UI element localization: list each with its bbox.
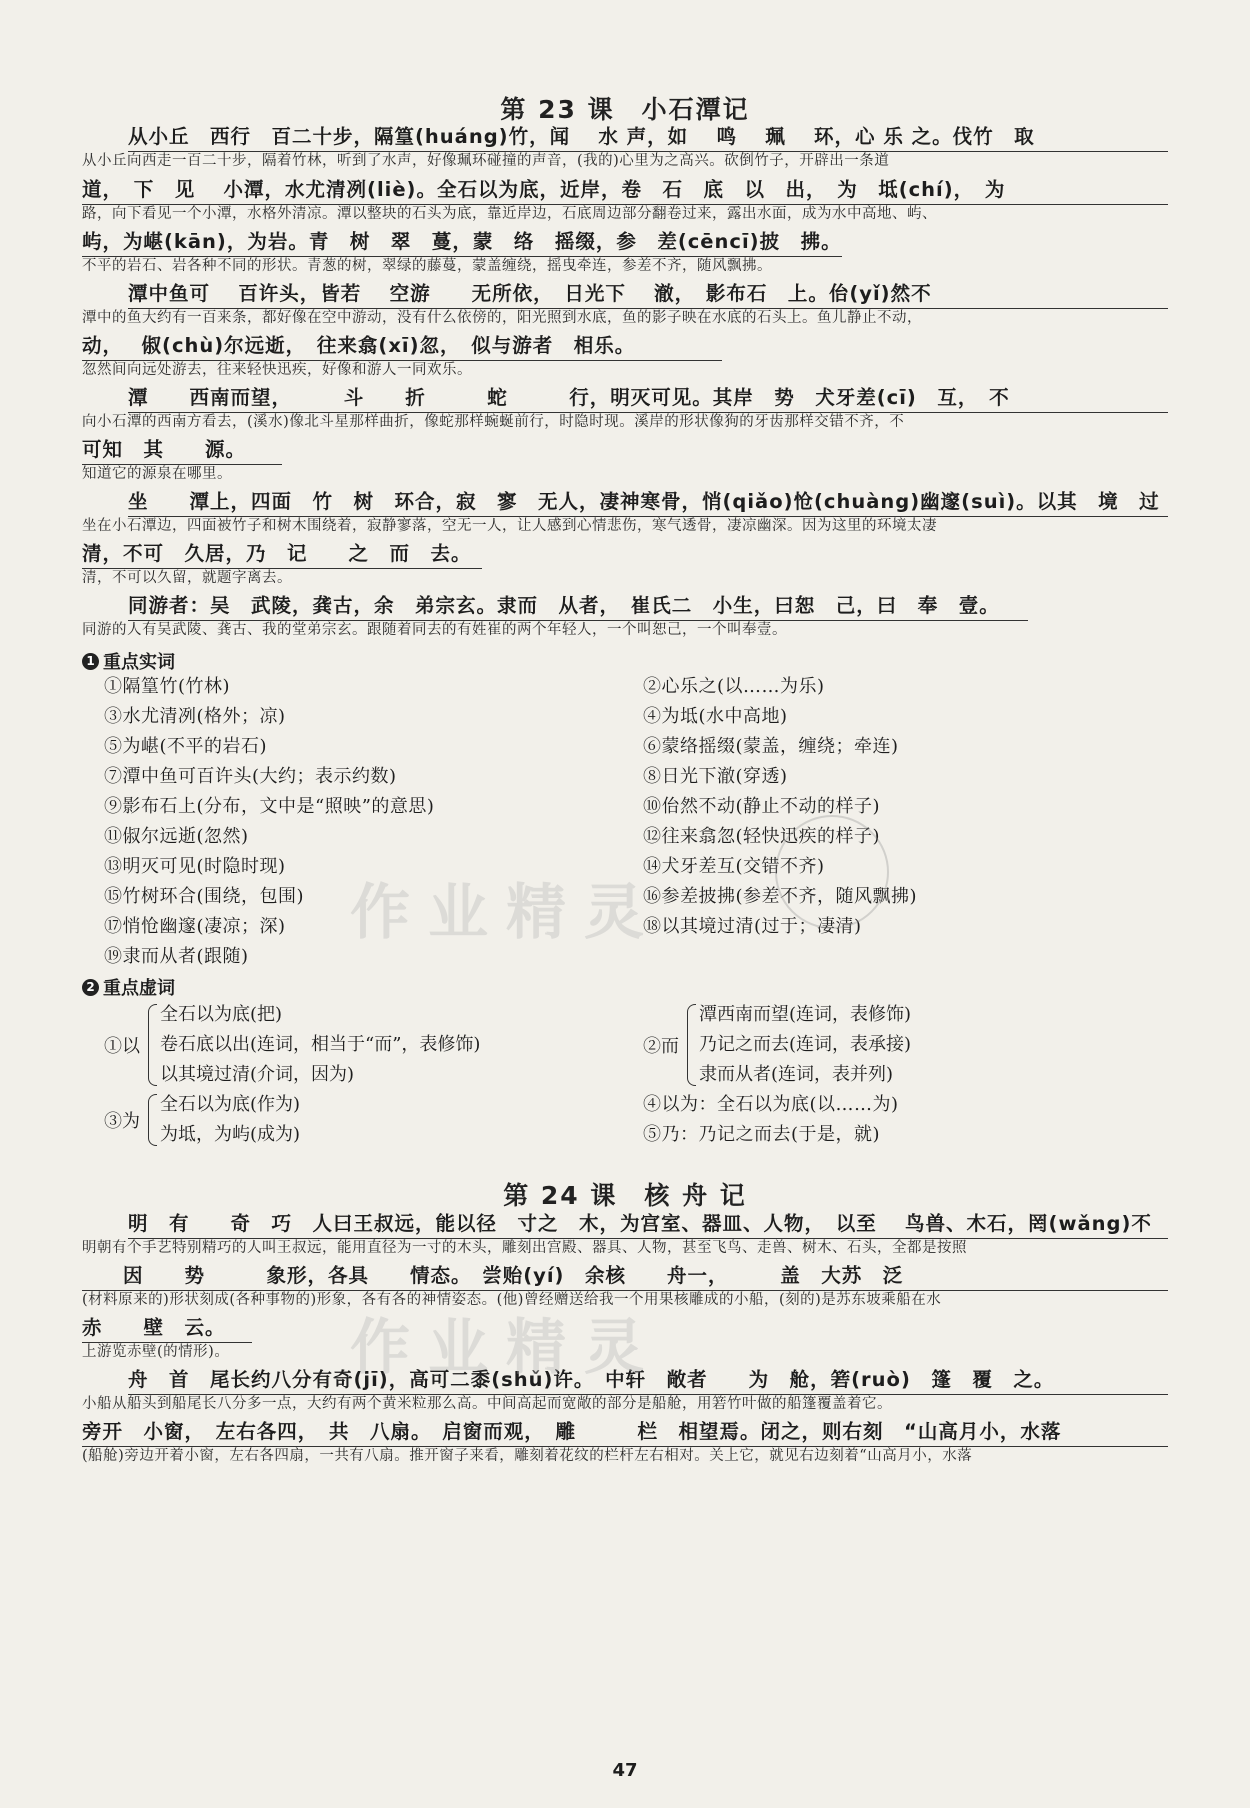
stamp-seal	[775, 815, 889, 929]
function-word-er-group	[643, 1000, 1023, 1090]
content-word-item: ②心乐之(以……为乐)	[643, 676, 825, 697]
original-line: 从小丘 西行 百二十步，隔篁(huáng)竹，闻 水 声，如 鸣 珮 环，心 乐 之。伐竹 取	[128, 125, 1168, 152]
brace-mark	[148, 1004, 157, 1086]
translation-line: 潭中的鱼大约有一百来条，都好像在空中游动，没有什么依傍的，阳光照到水底，鱼的影子映在水底的石头上。鱼儿静止不动，	[82, 310, 922, 326]
content-word-item: ⑦潭中鱼可百许头(大约；表示约数)	[104, 766, 397, 787]
brace-mark	[687, 1004, 696, 1086]
function-word-example: 以其境过清(介词，因为)	[160, 1064, 355, 1085]
content-word-item: ⑮竹树环合(围绕，包围)	[104, 886, 305, 907]
original-line: 因 势 象形，各具 情态。 尝贻(yí) 余核 舟一， 盖 大苏 泛	[82, 1264, 1168, 1291]
original-line: 动， 俶(chù)尔远逝， 往来翕(xī)忽， 似与游者 相乐。	[82, 334, 722, 361]
function-word-example: 全石以为底(作为)	[160, 1094, 301, 1115]
content-word-item: ⑬明灭可见(时隐时现)	[104, 856, 286, 877]
content-word-item: ⑰悄怆幽邃(凄凉；深)	[104, 916, 286, 937]
function-word-example: 全石以为底(把)	[160, 1004, 283, 1025]
original-line: 可知 其 源。	[82, 438, 282, 465]
original-line: 潭中鱼可 百许头，皆若 空游 无所依， 日光下 澈， 影布石 上。佁(yǐ)然不	[128, 282, 1168, 309]
translation-line: 路，向下看见一个小潭，水格外清凉。潭以整块的石头为底，靠近岸边，石底周边部分翻卷过来，露出水面，成为水中高地、屿、	[82, 206, 937, 222]
translation-line: 坐在小石潭边，四面被竹子和树木围绕着，寂静寥落，空无一人，让人感到心情悲伤，寒气透骨，凄凉幽深。因为这里的环境太凄	[82, 518, 937, 534]
key-function-words-heading	[82, 974, 175, 1000]
original-line: 屿，为嵁(kān)，为岩。青 树 翠 蔓，蒙 络 摇缀，参 差(cēncī)披 拂。	[82, 230, 842, 257]
original-line: 同游者：吴 武陵，龚古，余 弟宗玄。隶而 从者， 崔氏二 小生，曰恕 己，曰 奉 壹。	[128, 594, 1028, 621]
content-word-item: ⑭犬牙差互(交错不齐)	[643, 856, 825, 877]
content-word-item: ⑲隶而从者(跟随)	[104, 946, 249, 967]
watermark: 作业精灵	[350, 1313, 662, 1383]
content-word-item: ①隔篁竹(竹林)	[104, 676, 231, 697]
function-word-wei-group	[104, 1090, 404, 1150]
translation-line: 小船从船头到船尾长八分多一点，大约有两个黄米粒那么高。中间高起而宽敞的部分是船舱，用箬竹叶做的船篷覆盖着它。	[82, 1396, 892, 1412]
original-line: 明 有 奇 巧 人曰王叔远，能以径 寸之 木，为宫室、器皿、人物， 以至 鸟兽、木石，罔(wǎng)不	[128, 1212, 1168, 1239]
function-word-item: ⑤乃：乃记之而去(于是，就)	[643, 1124, 881, 1145]
translation-line: 同游的人有吴武陵、龚古、我的堂弟宗玄。跟随着同去的有姓崔的两个年轻人，一个叫恕己，一个叫奉壹。	[82, 622, 787, 638]
translation-line: 忽然间向远处游去，往来轻快迅疾，好像和游人一同欢乐。	[82, 362, 472, 378]
lesson-24-title: 第 24 课 核 舟 记	[503, 1181, 747, 1210]
content-word-item: ⑨影布石上(分布，文中是“照映”的意思)	[104, 796, 435, 817]
original-line: 旁开 小窗， 左右各四， 共 八扇。 启窗而观， 雕 栏 相望焉。闭之，则右刻 “山高月小，水落	[82, 1420, 1168, 1447]
function-word-label: ②而	[643, 1036, 679, 1057]
translation-line: 清，不可以久留，就题字离去。	[82, 570, 292, 586]
section-title: 重点虚词	[103, 978, 175, 999]
function-word-example: 卷石底以出(连词，相当于“而”，表修饰)	[160, 1034, 481, 1055]
original-line: 坐 潭上，四面 竹 树 环合，寂 寥 无人，凄神寒骨，悄(qiǎo)怆(chuàng)幽邃(suì)。以其 境 过	[128, 490, 1168, 517]
content-word-item: ⑧日光下澈(穿透)	[643, 766, 788, 787]
function-word-item: ④以为：全石以为底(以……为)	[643, 1094, 899, 1115]
content-word-item: ⑤为嵁(不平的岩石)	[104, 736, 268, 757]
function-word-yi-group	[104, 1000, 564, 1090]
content-word-item: ⑫往来翕忽(轻快迅疾的样子)	[643, 826, 881, 847]
content-word-item: ⑪俶尔远逝(忽然)	[104, 826, 249, 847]
section-title: 重点实词	[103, 652, 175, 673]
page-number: 47	[612, 1760, 638, 1781]
function-word-label: ①以	[104, 1036, 140, 1057]
original-line: 舟 首 尾长约八分有奇(jī)，高可二黍(shǔ)许。 中轩 敞者 为 舱，箬(ruò) 篷 覆 之。	[128, 1368, 1168, 1395]
translation-line: (船舱)旁边开着小窗，左右各四扇，一共有八扇。推开窗子来看，雕刻着花纹的栏杆左右相对。关上它，就见右边刻着“山高月小，水落	[82, 1448, 973, 1464]
lesson-23-title: 第 23 课 小石潭记	[500, 95, 750, 124]
brace-mark	[148, 1094, 157, 1146]
translation-line: (材料原来的)形状刻成(各种事物的)形象，各有各的神情姿态。(他)曾经赠送给我一个用果核雕成的小船，(刻的)是苏东坡乘船在水	[82, 1292, 942, 1308]
translation-line: 上游览赤壁(的情形)。	[82, 1344, 230, 1360]
translation-line: 向小石潭的西南方看去，(溪水)像北斗星那样曲折，像蛇那样蜿蜒前行，时隐时现。溪岸的形状像狗的牙齿那样交错不齐，不	[82, 414, 905, 430]
function-word-example: 隶而从者(连词，表并列)	[699, 1064, 894, 1085]
translation-line: 明朝有个手艺特别精巧的人叫王叔远，能用直径为一寸的木头，雕刻出宫殿、器具、人物，甚至飞鸟、走兽、树木、石头，全都是按照	[82, 1240, 967, 1256]
translation-line: 从小丘向西走一百二十步，隔着竹林，听到了水声，好像珮环碰撞的声音，(我的)心里为之高兴。砍倒竹子，开辟出一条道	[82, 153, 890, 169]
original-line: 清，不可 久居，乃 记 之 而 去。	[82, 542, 482, 569]
section-number-badge: 1	[82, 653, 99, 670]
content-word-item: ③水尤清冽(格外；凉)	[104, 706, 286, 727]
content-word-item: ⑩佁然不动(静止不动的样子)	[643, 796, 881, 817]
content-word-item: ⑱以其境过清(过于；凄清)	[643, 916, 862, 937]
key-content-words-heading	[82, 648, 175, 674]
function-word-example: 为坻，为屿(成为)	[160, 1124, 301, 1145]
translation-line: 不平的岩石、岩各种不同的形状。青葱的树，翠绿的藤蔓，蒙盖缠绕，摇曳牵连，参差不齐，随风飘拂。	[82, 258, 772, 274]
section-number-badge: 2	[82, 979, 99, 996]
content-word-item: ⑯参差披拂(参差不齐，随风飘拂)	[643, 886, 918, 907]
original-line: 赤 壁 云。	[82, 1316, 252, 1343]
original-line: 潭 西南而望， 斗 折 蛇 行，明灭可见。其岸 势 犬牙差(cī) 互， 不	[128, 386, 1168, 413]
watermark: 作业精灵	[350, 878, 662, 948]
original-line: 道， 下 见 小潭，水尤清冽(liè)。全石以为底，近岸，卷 石 底 以 出， 为 坻(chí)， 为	[82, 178, 1168, 205]
content-word-item: ④为坻(水中高地)	[643, 706, 788, 727]
translation-line: 知道它的源泉在哪里。	[82, 466, 232, 482]
content-word-item: ⑥蒙络摇缀(蒙盖，缠绕；牵连)	[643, 736, 899, 757]
function-word-example: 乃记之而去(连词，表承接)	[699, 1034, 912, 1055]
function-word-example: 潭西南而望(连词，表修饰)	[699, 1004, 912, 1025]
function-word-label: ③为	[104, 1111, 140, 1132]
